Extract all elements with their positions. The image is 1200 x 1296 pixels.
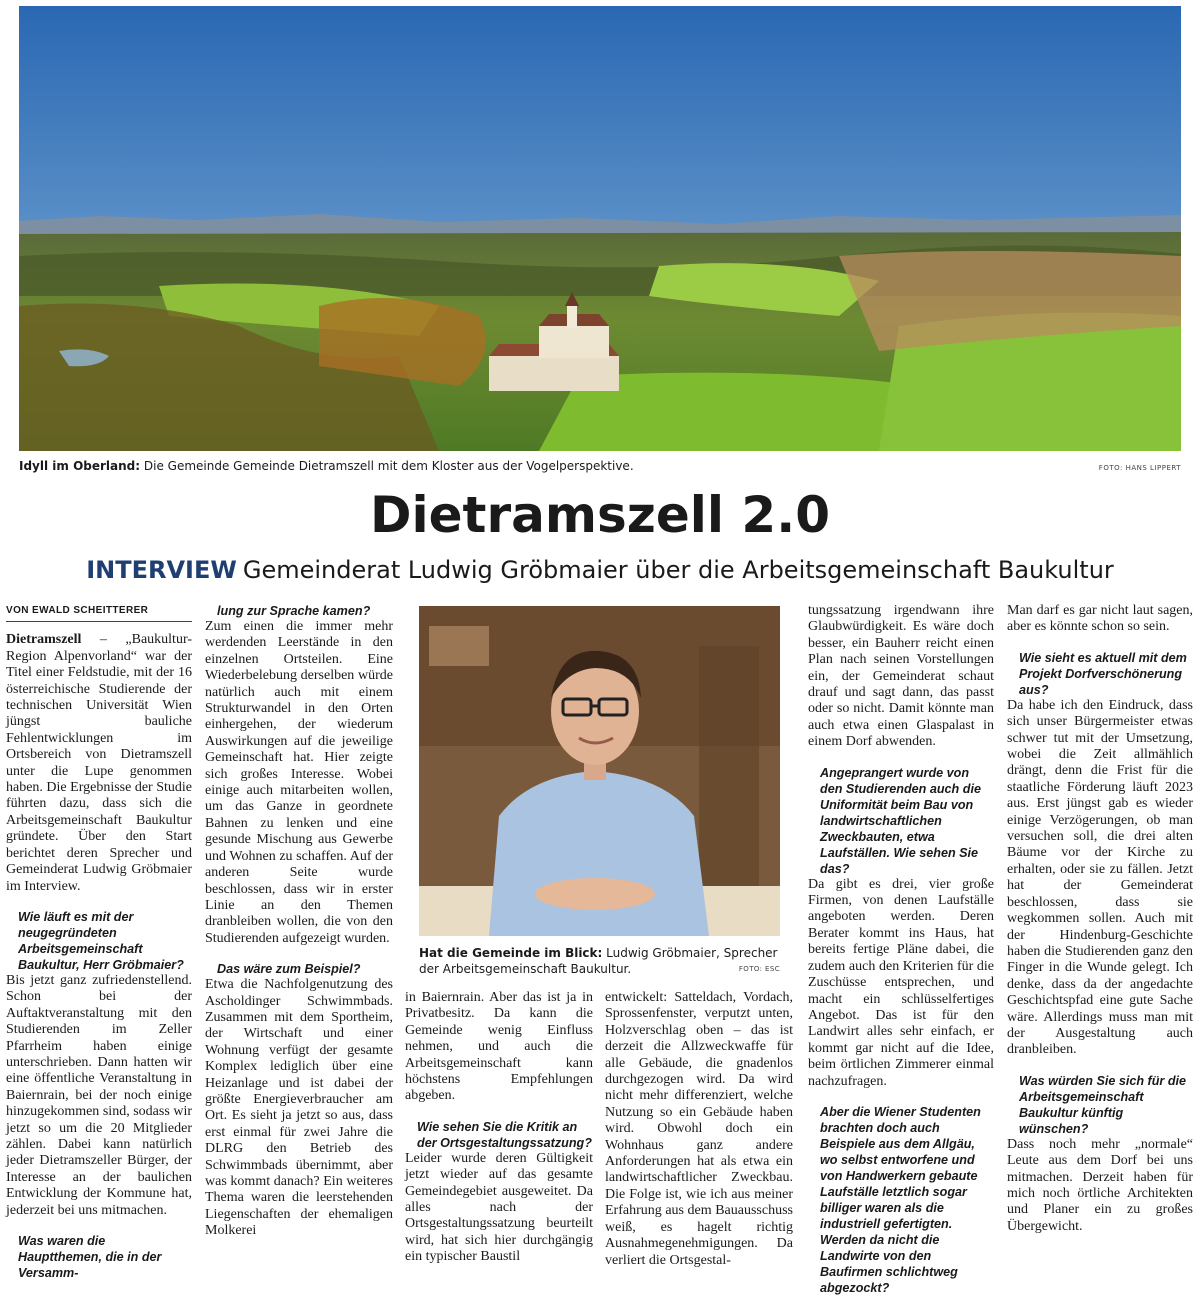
answer-3: Etwa die Nachfolgenutzung des Ascholdinger Schwimmbads. Zusammen mit dem Sportheim, der Wirtschaft und einer Wohnung verfügt der gesamte Komplex lediglich über eine Heizanlage und ist dabei der größte Energieverbraucher am Ort. Es sieht ja jetzt so aus, dass erst einmal für zwei Jahre die DLRG den Betrieb des Schwimmbads übernimmt, aber was kommt danach? Ein weiteres Thema waren die leerstehenden Liegenschaften der ehemaligen Molkerei [205, 977, 393, 1239]
answer-4: Leider wurde deren Gültigkeit jetzt wieder auf das gesamte Gemeindegebiet ausgeweitet. Da alles nach der Ortsgestaltungssatzung beurteilt wird, hat sich hier durchgängig ein typischer Baustil [405, 1150, 593, 1265]
hero-caption-text: Die Gemeinde Gemeinde Dietramszell mit dem Kloster aus der Vogelperspektive. [143, 459, 634, 473]
answer-1: Bis jetzt ganz zufriedenstellend. Schon bei der Auftaktveranstaltung mit den Studierenden im Zeller Pfarrheim haben einige unterschrieben. Dann hatten wir eine öffentliche Veranstaltung in Baiernrain, bei der noch einige hinzugekommen sind, sodass wir jetzt so um die 20 Mitglieder zählen. Dabei kann natürlich jeder Dietramszeller Bürger, der Interesse an der baulichen Entwicklung der Kommune hat, jederzeit bei uns mitmachen. [6, 972, 192, 1218]
headline: Dietramszell 2.0 [370, 486, 830, 544]
answer-7: Da habe ich den Eindruck, dass sich unser Bürgermeister etwas schwer tut mit der Umsetzung, wobei die Zeit allmählich drängt, denn die Frist für die staatliche Förderung läuft 2023 aus. Erst jüngst gab es wieder einige Verzögerungen, ob man versuchen soll, die drei alten Bäume vor der Kirche zu erhalten, oder sie zu fällen. Jetzt hat der Gemeinderat beschlossen, dass sie wegkommen sollen. Auch mit der Hindenburg-Geschichte haben die Studierenden ganz den Finger in die Wunde gelegt. Ich denke, dass da der angedachte Geschichtspfad eine gute Sache wäre. Allerdings muss man mit der Ausgestaltung auch dranbleiben. [1007, 697, 1193, 1058]
portrait-photo-credit: FOTO: ESC [738, 965, 780, 973]
question-7: Wie sieht es aktuell mit dem Projekt Dorfverschönerung aus? [1019, 650, 1187, 697]
column-5 [808, 603, 994, 1296]
portrait-caption-lead: Hat die Gemeinde im Blick: [419, 946, 603, 960]
hero-photo [19, 6, 1181, 451]
answer-4-cont: entwickelt: Satteldach, Vordach, Sprossenfenster, verputzt unten, Holzverschlag oben – das ist derzeit die Allzweckwaffe für alle Gebäude, die gnadenlos durchgezogen wird. Da wird nicht mehr differenziert, welche Nutzung so ein Gebäude haben wird. Obwohl doch ein Wohnhaus ganz andere Anforderungen hat als etwa ein landwirtschaftlicher Zweckbau. Die Folge ist, wie ich aus meiner Erfahrung aus dem Bauausschuss weiß, es hagelt richtig Ausnahmegenehmigungen. Da verliert die Ortsgestal- [605, 990, 793, 1268]
byline: VON EWALD SCHEITTERER [6, 603, 192, 622]
aerial-landscape-image [19, 6, 1181, 451]
question-2: Was waren die Hauptthemen, die in der Versamm- [18, 1234, 162, 1280]
portrait-caption-text: Ludwig Gröbmaier, Sprecher der Arbeitsgemeinschaft Baukultur. [419, 946, 778, 976]
portrait-image [419, 606, 780, 936]
hero-photo-credit: FOTO: HANS LIPPERT [1098, 464, 1181, 472]
hero-caption [19, 458, 1181, 474]
hero-caption-lead: Idyll im Oberland: [19, 459, 141, 473]
question-3: Das wäre zum Beispiel? [217, 962, 361, 977]
answer-3-cont: in Baiernrain. Aber das ist ja in Privatbesitz. Da kann die Gemeinde wenig Einfluss nehmen, und auch die Arbeitsgemeinschaft kann höchstens Empfehlungen abgeben. [405, 990, 593, 1104]
subhead-text: Gemeinderat Ludwig Gröbmaier über die Arbeitsgemeinschaft Baukultur [242, 556, 1114, 584]
question-1: Wie läuft es mit der neugegründeten Arbeitsgemeinschaft Baukultur, Herr Gröbmaier? [18, 909, 184, 972]
dateline: Dietramszell [6, 632, 82, 648]
question-8: Was würden Sie sich für die Arbeitsgemeinschaft Baukultur künftig wünschen? [1019, 1073, 1187, 1136]
subheadline [0, 553, 1200, 587]
column-4 [605, 990, 793, 1269]
question-5: Angeprangert wurde von den Studierenden auch die Uniformität beim Bau von landwirtschaftlichen Zweckbauten, etwa Laufställen. Wie sehen Sie das? [820, 765, 981, 876]
subhead-kicker: INTERVIEW [86, 556, 237, 584]
column-3 [405, 990, 593, 1266]
portrait-photo [419, 606, 780, 936]
answer-8: Dass noch mehr „normale“ Leute aus dem Dorf bei uns mitmachen. Derzeit haben für mich noch örtliche Architekten und Planer ein zu großes Übergewicht. [1007, 1136, 1193, 1234]
column-1 [6, 603, 192, 1281]
question-2-cont: lung zur Sprache kamen? [217, 604, 371, 618]
question-4: Wie sehen Sie die Kritik an der Ortsgestaltungssatzung? [417, 1119, 592, 1150]
column-6 [1007, 603, 1193, 1235]
column-2 [205, 603, 393, 1240]
intro-paragraph [6, 632, 192, 895]
answer-6: Man darf es gar nicht laut sagen, aber es könnte schon so sein. [1007, 603, 1193, 635]
intro-text: – „Baukultur-Region Alpenvorland“ war der Titel einer Feldstudie, mit der 16 österreichische Studierende der technischen Universität Wien jüngst bauliche Fehlentwicklungen im Ortsbereich von Dietramszell unter die Lupe genommen haben. Die Ergebnisse der Studie führten dazu, dass sich die Arbeitsgemeinschaft Baukultur gründete. Über den Start berichtet deren Sprecher und Gemeinderat Ludwig Gröbmaier im Interview. [6, 632, 192, 894]
answer-4-cont2: tungssatzung irgendwann ihre Glaubwürdigkeit. Es wäre doch besser, ein Bauherr reicht einen Plan nach seinen Vorstellungen ein, der Gemeinderat schaut drauf und sagt dann, das passt oder so nicht. Damit könnte man auch etwa einen Glaspalast in einem Dorf abwenden. [808, 603, 994, 750]
answer-5: Da gibt es drei, vier große Firmen, von denen Laufställe angeboten werden. Deren Berater kommt ins Haus, hat bereits fertige Pläne dabei, die zudem auch den Kriterien für die Zuschüsse entsprechen, und macht ein schlüsselfertiges Angebot. Das ist für den Landwirt alles sehr einfach, er kommt gar nicht auf die Idee, beim örtlichen Zimmerer einmal nachzufragen. [808, 876, 994, 1089]
answer-2: Zum einen die immer mehr werdenden Leerstände in den einzelnen Ortsteilen. Eine Wiederbelebung derselben würde natürlich auch mit einem Strukturwandel in den Orten einhergehen, der wiederum Auswirkungen auf die jeweilige Gemeinschaft hat. Hier zeigte sich großes Interesse. Wobei einige auch mitarbeiten wollen, um das Ganze in geordnete Bahnen zu lenken und eine gesunde Mischung aus Gewerbe und Wohnen zu schaffen. Auf der anderen Seite wurde beschlossen, dass wir in erster Linie an den Themen dranbleiben wollen, die von den Studierenden aufgezeigt wurden. [205, 619, 393, 946]
portrait-caption [419, 945, 780, 977]
question-6: Aber die Wiener Studenten brachten doch auch Beispiele aus dem Allgäu, wo selbst entworfene und von Handwerkern gebaute Laufställe letztlich sogar billiger waren als die industriell gefertigten. Werden da nicht die Landwirte von den Baufirmen schlichtweg abgezockt? [820, 1104, 981, 1295]
